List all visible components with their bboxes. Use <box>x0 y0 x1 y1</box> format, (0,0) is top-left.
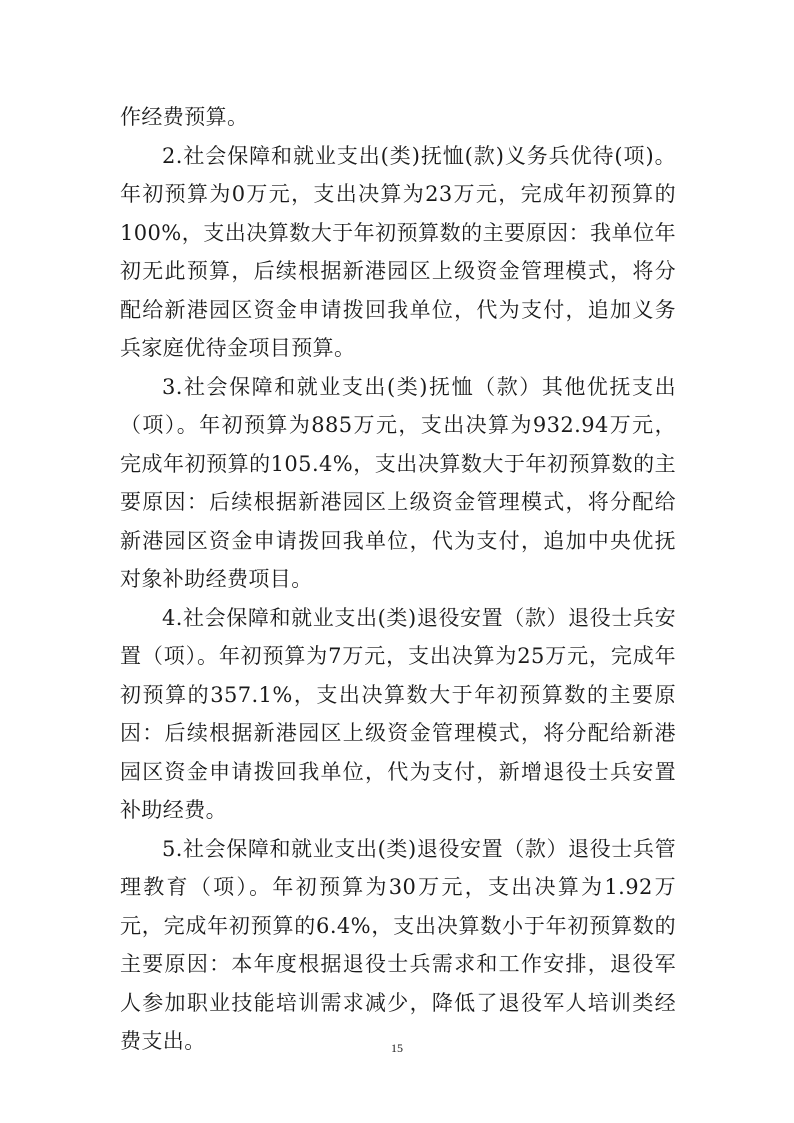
paragraph-item-4: 4.社会保障和就业支出(类)退役安置（款）退役士兵安置（项）。年初预算为7万元，支出决算为25万元，完成年初预算的357.1%，支出决算数大于年初预算数的主要原因：后续根据新港园区上级资金管理模式，将分配给新港园区资金申请拨回我单位，代为支付，新增退役士兵安置补助经费。 <box>120 605 676 822</box>
paragraph-item-2: 2.社会保障和就业支出(类)抚恤(款)义务兵优待(项)。年初预算为0万元，支出决算为23万元，完成年初预算的100%，支出决算数大于年初预算数的主要原因：我单位年初无此预算，后续根据新港园区上级资金管理模式，将分配给新港园区资金申请拨回我单位，代为支付，追加义务兵家庭优待金项目预算。 <box>120 143 676 360</box>
page-number: 15 <box>391 1041 403 1055</box>
paragraph-item-3: 3.社会保障和就业支出(类)抚恤（款）其他优抚支出（项）。年初预算为885万元，支出决算为932.94万元，完成年初预算的105.4%，支出决算数大于年初预算数的主要原因：后续根据新港园区上级资金管理模式，将分配给新港园区资金申请拨回我单位，代为支付，追加中央优抚对象补助经费项目。 <box>120 374 676 591</box>
paragraph-continuation: 作经费预算。 <box>120 105 249 129</box>
paragraph-item-5: 5.社会保障和就业支出(类)退役安置（款）退役士兵管理教育（项）。年初预算为30万元，支出决算为1.92万元，完成年初预算的6.4%，支出决算数小于年初预算数的主要原因：本年度根据退役士兵需求和工作安排，退役军人参加职业技能培训需求减少，降低了退役军人培训类经费支出。 <box>120 836 676 1053</box>
document-body <box>120 98 676 1061</box>
